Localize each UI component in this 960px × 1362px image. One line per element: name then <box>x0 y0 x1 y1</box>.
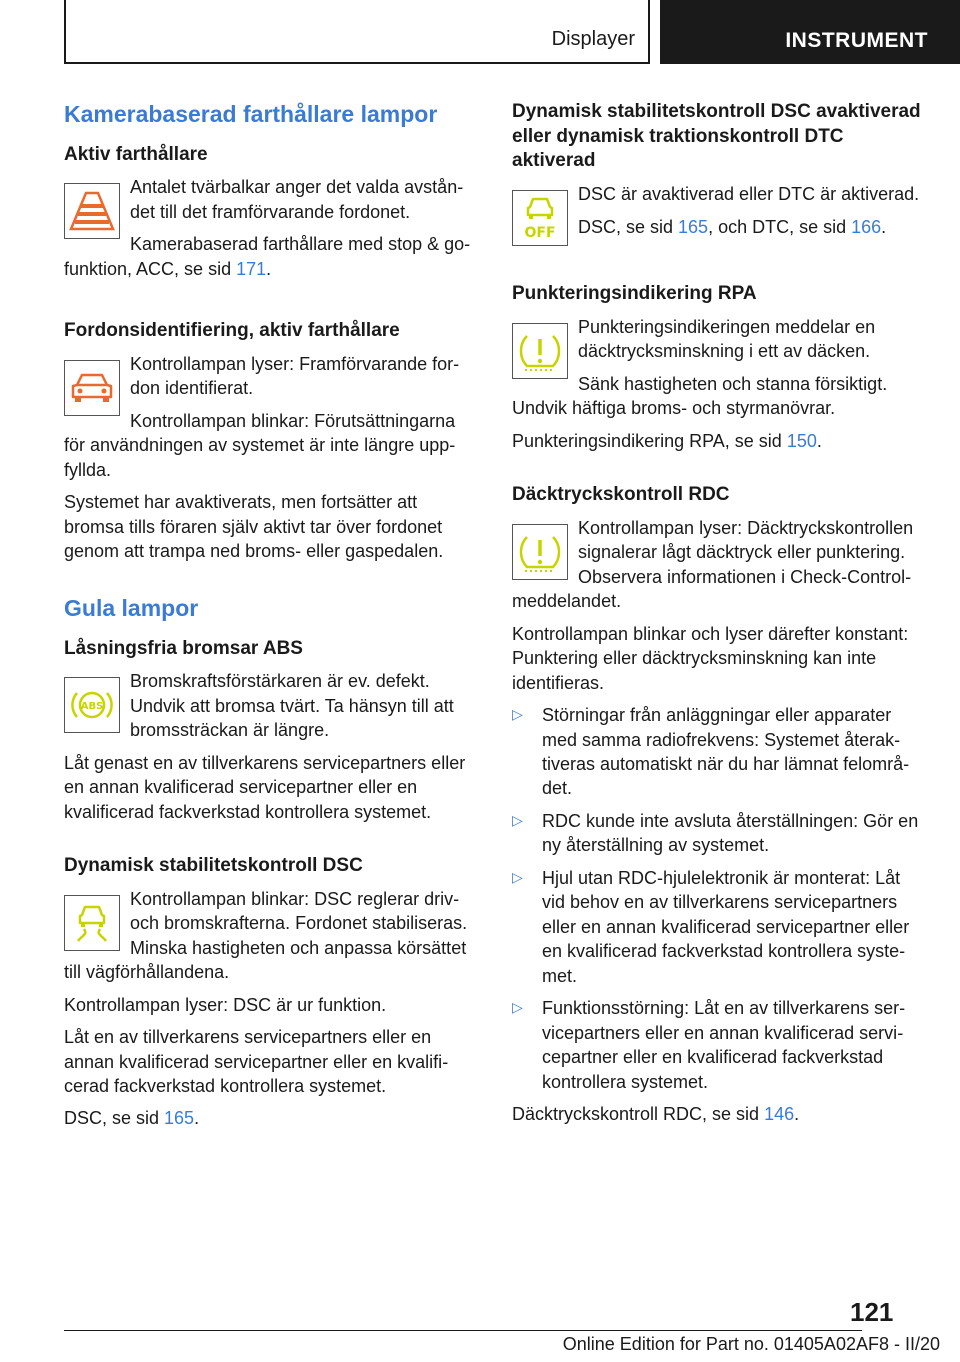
subheading-dsc: Dynamisk stabilitetskontroll DSC <box>64 855 363 876</box>
section-dsc-off <box>512 100 926 252</box>
section-abs <box>64 637 477 825</box>
paragraph: Kontrollampan lyser: Framförvarande fordon identifierat. <box>130 354 460 399</box>
paragraph: Antalet tvärbalkar anger det valda avståndet till det framförvarande fordonet. <box>130 177 464 222</box>
subheading-dsc-off: Dynamisk stabilitetskontroll DSC avaktiverad eller dynamisk traktionskontroll DTC aktiverad <box>512 101 921 172</box>
paragraph: Systemet har avaktiverats, men fortsätter att bromsa tills föraren själv aktivt tar över fordonet genom att trampa ned broms- eller gaspedalen. <box>64 492 444 562</box>
list-item: ▷ Störningar från anläggningar eller apparater med samma radiofrekvens: Systemet återaktiveras automatiskt när du har lämnat felområdet. <box>512 705 910 799</box>
header-rule-bottom <box>64 62 650 64</box>
section-rdc <box>512 483 926 1126</box>
header-chapter-title: INSTRUMENT <box>660 0 960 64</box>
header-rule-left <box>64 0 66 64</box>
paragraph: DSC, se sid 165. <box>64 1108 200 1129</box>
header-rule-divider <box>648 0 650 64</box>
paragraph: Punkteringsindikering RPA, se sid 150. <box>512 430 822 451</box>
header-section-title: Displayer <box>551 28 635 50</box>
subheading-abs: Låsningsfria bromsar ABS <box>64 637 303 659</box>
dsc-off-icon <box>512 190 568 246</box>
paragraph: Kontrollampan blinkar: Förutsättningarna för användningen av systemet är inte längre uppfyllda. <box>64 410 456 480</box>
tire-pressure-icon <box>512 524 568 580</box>
tire-pressure-icon <box>512 323 568 379</box>
paragraph: DSC, se sid 165, och DTC, se sid 166. <box>578 216 887 237</box>
svg-text:ABS: ABS <box>80 701 104 713</box>
list-item: ▷ Funktionsstörning: Låt en av tillverkarens servicepartners eller en annan kvalificerad servicepartner eller en kvalificerad fackverkstad kontrollera systemet. <box>512 998 906 1092</box>
vehicle-ahead-icon <box>64 360 120 416</box>
paragraph: Kontrollampan blinkar: DSC reglerar driv- och bromskrafterna. Fordonet stabiliseras. Minska hastigheten och anpassa körsättet till vägförhållandena. <box>64 888 468 983</box>
subheading-rpa: Punkteringsindikering RPA <box>512 283 757 305</box>
paragraph: Kontrollampan blinkar och lyser därefter konstant: Punktering eller däcktrycksminskning kan inte identifieras. <box>512 623 909 693</box>
list-item: ▷ RDC kunde inte avsluta återställningen: Gör en ny återställning av systemet. <box>512 810 919 856</box>
triangle-bullet-icon: ▷ <box>512 706 523 723</box>
subheading-rdc: Däcktryckskontroll RDC <box>512 484 730 506</box>
paragraph: Bromskraftsförstärkaren är ev. defekt. Undvik att bromsa tvärt. Ta hänsyn till att bromssträckan är längre. <box>130 671 454 741</box>
cruise-distance-icon <box>64 183 120 239</box>
page-link[interactable]: 165 <box>678 216 709 237</box>
section-vehicle-identification <box>64 319 477 563</box>
left-column <box>64 100 477 1161</box>
page-link[interactable]: 171 <box>236 258 267 279</box>
page-link[interactable]: 166 <box>851 216 882 237</box>
heading-yellow-lamps: Gula lampor <box>64 594 199 621</box>
paragraph: Kontrollampan lyser: Däcktryckskontrollen signalerar lågt däcktryck eller punktering. Observera informationen i Check-Control-meddelandet. <box>512 517 914 612</box>
section-rpa <box>512 282 926 453</box>
abs-warning-icon <box>64 677 120 733</box>
page-number: 121 <box>850 1297 894 1327</box>
paragraph: DSC är avaktiverad eller DTC är aktiverad. <box>578 184 920 205</box>
section-active-cruise <box>64 143 477 290</box>
paragraph: Kontrollampan lyser: DSC är ur funktion. <box>64 994 387 1015</box>
right-column <box>512 100 926 1157</box>
dsc-skid-icon <box>64 895 120 951</box>
triangle-bullet-icon: ▷ <box>512 868 523 885</box>
bullet-list <box>512 703 926 1094</box>
subheading-vehicle-identification: Fordonsidentifiering, aktiv farthållare <box>64 320 400 342</box>
paragraph: Däcktryckskontroll RDC, se sid 146. <box>512 1104 800 1125</box>
page-link[interactable]: 146 <box>764 1104 795 1125</box>
paragraph: Sänk hastigheten och stanna försiktigt. Undvik häftiga broms- och styrmanövrar. <box>512 373 888 419</box>
svg-text:OFF: OFF <box>524 225 556 242</box>
footer-rule <box>64 1330 862 1331</box>
list-item: ▷ Hjul utan RDC-hjulelektronik är monterat: Låt vid behov en av tillverkarens servicepartners eller en annan kvalificerad servicepartner eller en kvalificerad fackverkstad kontrollera systemet. <box>512 867 910 986</box>
paragraph: Kamerabaserad farthållare med stop & go-funktion, ACC, se sid 171. <box>64 234 471 279</box>
paragraph: Punkteringsindikeringen meddelar en däcktrycksminskning i ett av däcken. <box>578 316 876 362</box>
page-link[interactable]: 165 <box>164 1108 195 1129</box>
paragraph: Låt en av tillverkarens servicepartners eller en annan kvalificerad servicepartner eller en kvalificerad fackverkstad kontrollera systemet. <box>64 1027 449 1096</box>
paragraph: Låt genast en av tillverkarens servicepartners eller en annan kvalificerad servicepartner eller en kvalificerad fackverkstad kontrollera systemet. <box>64 752 466 822</box>
triangle-bullet-icon: ▷ <box>512 811 523 828</box>
triangle-bullet-icon: ▷ <box>512 999 523 1016</box>
heading-camera-cruise-lamps: Kamerabaserad farthållare lampor <box>64 101 438 127</box>
page-link[interactable]: 150 <box>786 430 817 451</box>
section-dsc <box>64 854 477 1131</box>
subheading-active-cruise: Aktiv farthållare <box>64 143 208 165</box>
footer-edition: Online Edition for Part no. 01405A02AF8 - II/20 <box>562 1334 940 1354</box>
